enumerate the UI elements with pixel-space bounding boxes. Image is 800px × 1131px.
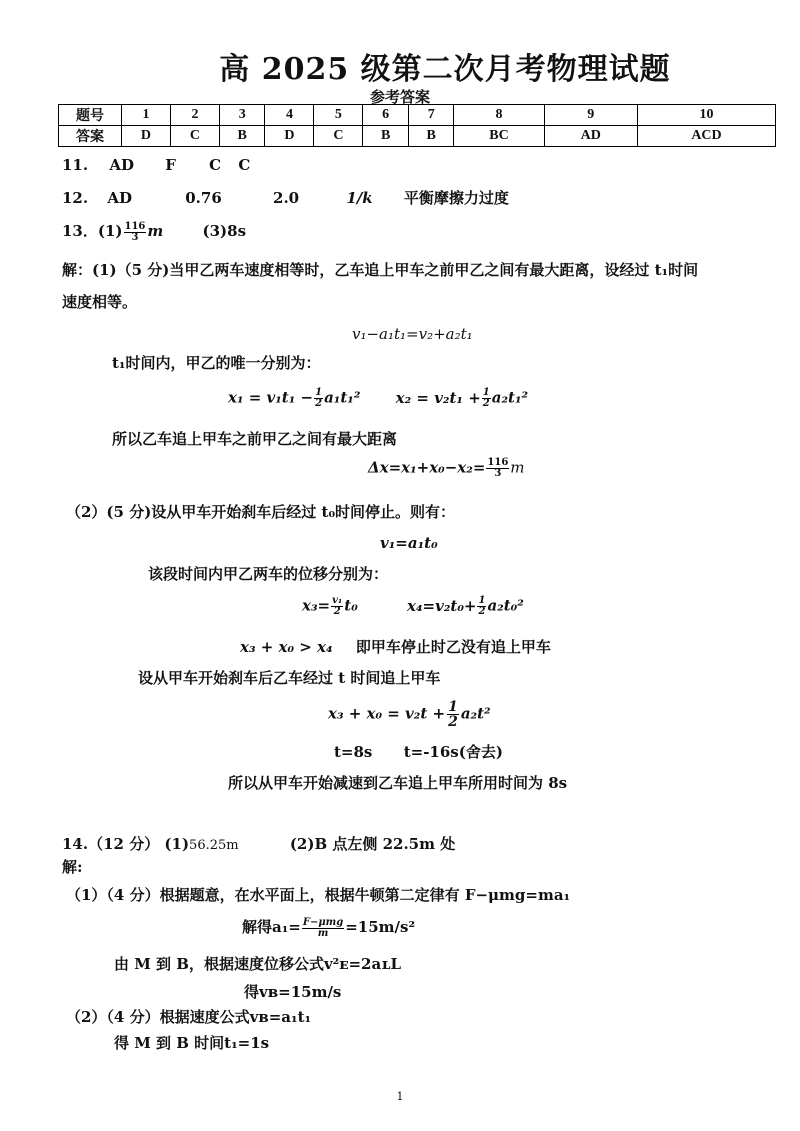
equation: t=8s t=-16s(舍去)	[334, 743, 503, 761]
q11-line: 11. AD F C C	[62, 156, 251, 174]
table-cell: 3	[219, 105, 265, 126]
table-cell: C	[170, 126, 219, 147]
q14-solution-line: （2）（4 分）根据速度公式vʙ=a₁t₁	[66, 1008, 312, 1026]
table-row	[59, 126, 776, 147]
equation: x₁ = v₁t₁ − $\frac{1}{2}$ a₁t₁² x₂ = v₂t₁ + $\frac{1}{2}$ a₂t₁²	[228, 387, 529, 409]
page-subtitle: 参考答案	[369, 88, 430, 106]
table-cell: 6	[363, 105, 409, 126]
table-cell: B	[363, 126, 409, 147]
answer-table	[58, 104, 776, 147]
table-cell: D	[122, 126, 171, 147]
q13-text: t₁时间内，甲乙的唯一分别为：	[112, 354, 321, 372]
q14-text: 得 M 到 B 时间t₁=1s	[114, 1034, 270, 1052]
q13-text: 所以乙车追上甲车之前甲乙之间有最大距离	[112, 430, 398, 448]
equation: x₃= $\frac{\text{v₁}}{2}$ t₀ x₄=v₂t₀+ $\frac{1}{2}$ a₂t₀²	[302, 595, 524, 617]
table-cell: 10	[637, 105, 775, 126]
q14-solution-line: （1）（4 分）根据题意，在水平面上，根据牛顿第二定律有 F−μmg=ma₁	[66, 886, 571, 904]
table-cell: AD	[544, 126, 637, 147]
table-cell: 1	[122, 105, 171, 126]
page-number: 1	[396, 1090, 404, 1103]
q14-text: 解:	[62, 858, 83, 876]
table-row	[59, 105, 776, 126]
table-cell: B	[219, 126, 265, 147]
table-cell: 9	[544, 105, 637, 126]
table-cell: B	[408, 126, 454, 147]
equation: x₃ + x₀ > x₄ 即甲车停止时乙没有追上甲车	[240, 638, 551, 656]
q14-text: 得vʙ=15m/s	[244, 983, 342, 1001]
equation: x₃ + x₀ = v₂t + $\frac{1}{2}$ a₂t²	[328, 699, 491, 730]
q12-line: 12. AD 0.76 2.0 1/k 平衡摩擦力过度	[62, 189, 509, 207]
q13-text: 该段时间内甲乙两车的位移分别为：	[148, 565, 389, 583]
table-cell: 5	[314, 105, 363, 126]
table-cell: C	[314, 126, 363, 147]
q14-header: 14.（12 分） (1)56.25m (2)B 点左侧 22.5m 处	[62, 835, 456, 853]
equation: v₁−a₁t₁=v₂+a₂t₁	[352, 325, 473, 343]
table-cell: ACD	[637, 126, 775, 147]
equation: Δx=x₁+x₀−x₂= $\frac{116}{3}$ m	[368, 457, 525, 479]
table-cell: 7	[408, 105, 454, 126]
table-cell: D	[265, 126, 314, 147]
q13-solution-line: 解：(1)（5 分)当甲乙两车速度相等时，乙车追上甲车之前甲乙之间有最大距离，设经过 t₁时间	[62, 261, 699, 279]
table-cell: 4	[265, 105, 314, 126]
equation: 解得a₁= $\frac{\text{F−μmg}}{m}$ =15m/s²	[242, 916, 416, 939]
table-cell: BC	[454, 126, 544, 147]
table-cell: 8	[454, 105, 544, 126]
row-label: 答案	[59, 126, 122, 147]
page-title: 高 2025 级第二次月考物理试题	[219, 52, 671, 87]
q13-solution-line: （2）(5 分)设从甲车开始刹车后经过 t₀时间停止。则有：	[66, 503, 456, 521]
equation: v₁=a₁t₀	[380, 534, 438, 552]
q14-text: 由 M 到 B，根据速度位移公式v²ᴇ=2aʟL	[114, 955, 402, 973]
q13-solution-line: 速度相等。	[62, 293, 138, 311]
q13-header: 13．(1) $\frac{116}{3}$ m (3)8s	[62, 220, 247, 243]
q13-conclusion: 所以从甲车开始减速到乙车追上甲车所用时间为 8s	[228, 774, 568, 792]
q13-text: 设从甲车开始刹车后乙车经过 t 时间追上甲车	[138, 669, 441, 687]
row-label: 题号	[59, 105, 122, 126]
table-cell: 2	[170, 105, 219, 126]
